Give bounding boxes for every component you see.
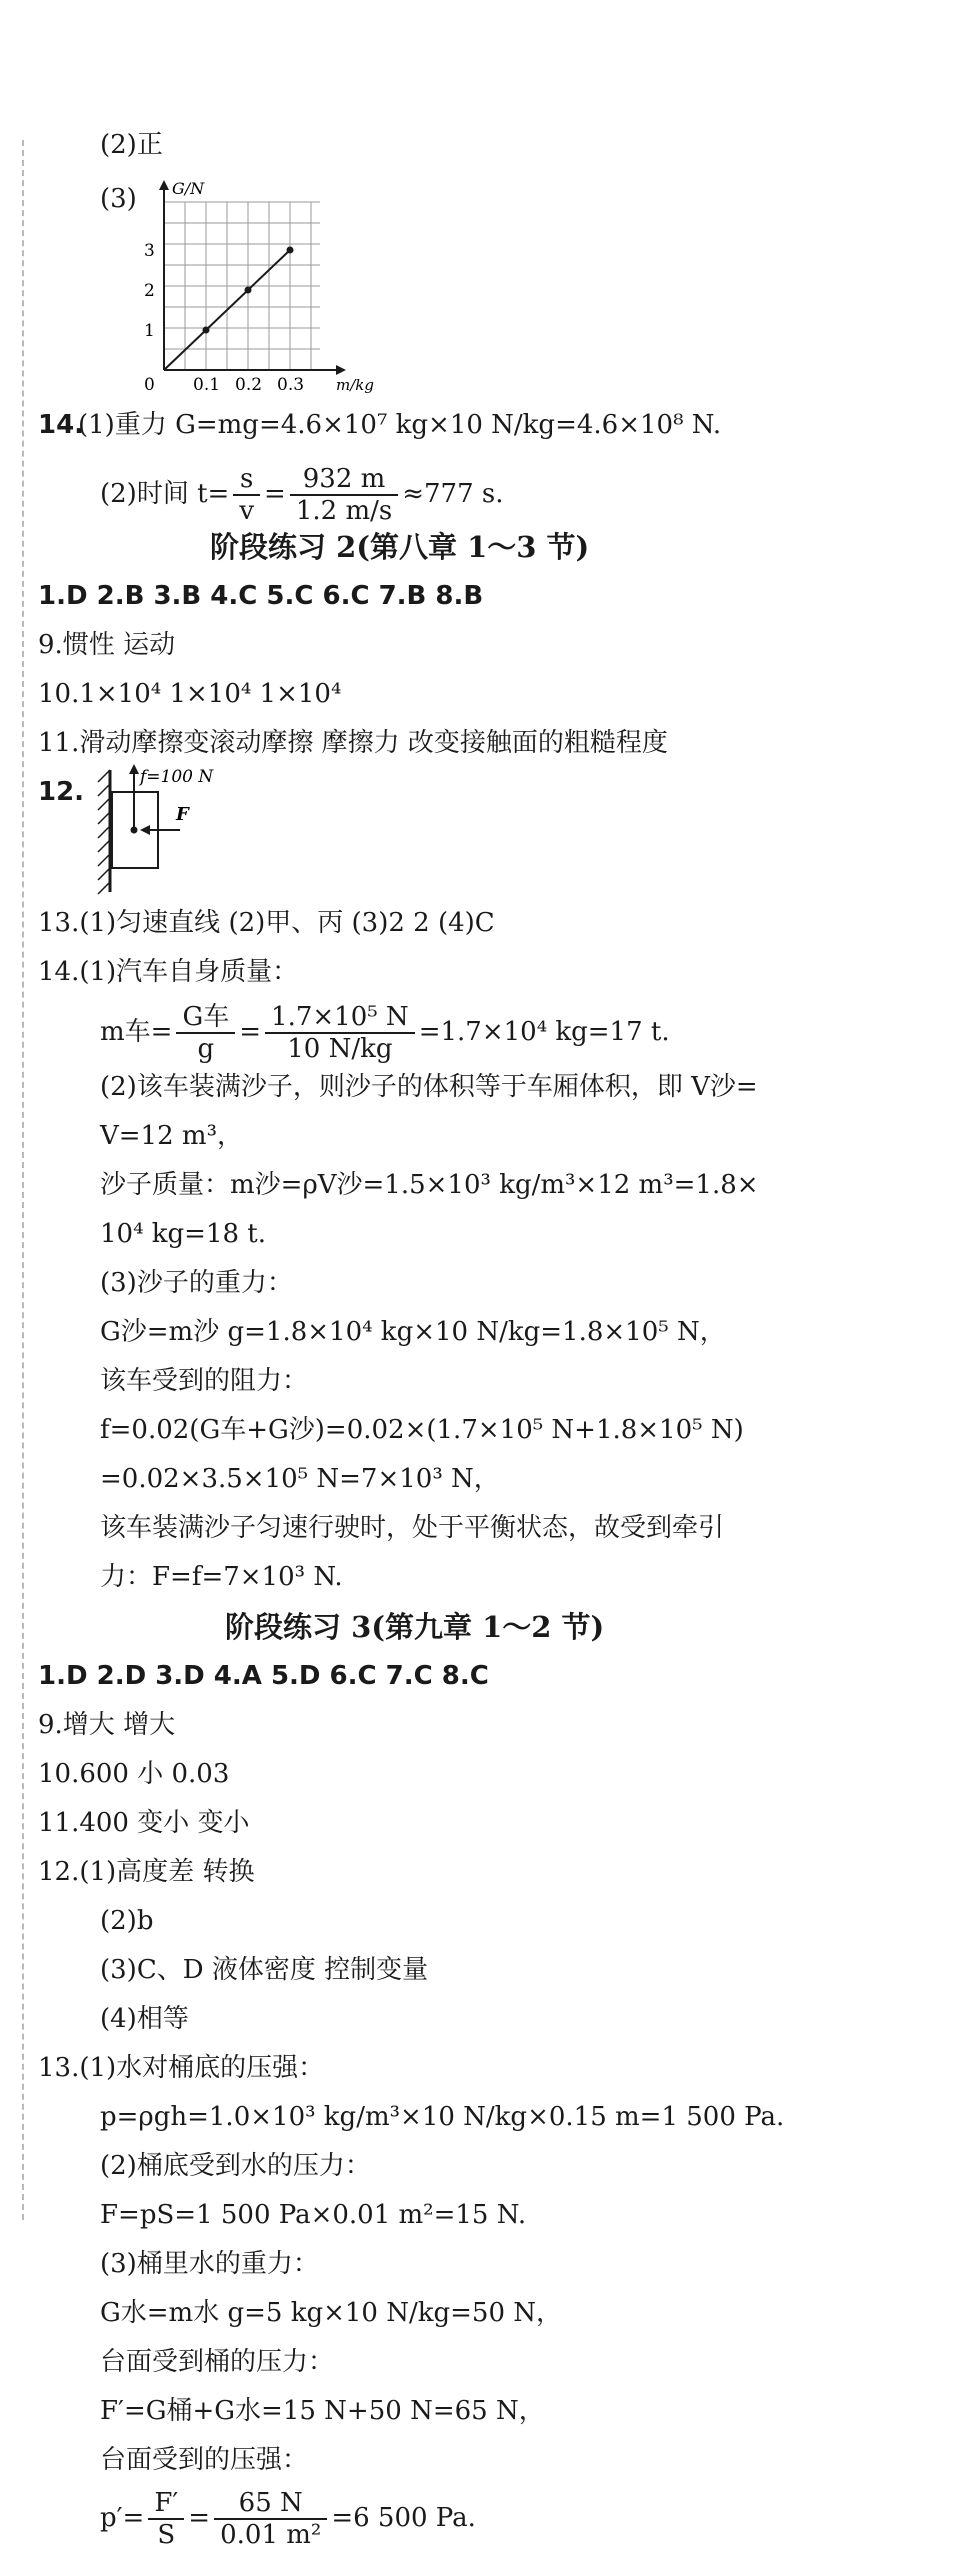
fraction-mass: $\frac{\text{1.7×10⁵ N}}{10 N/kg}$ bbox=[265, 1002, 415, 1064]
x-axis-label: m/kg bbox=[336, 376, 374, 394]
answer-14-line13: 力：F=f=7×10³ N. bbox=[100, 1562, 343, 1592]
answer-3-10: 10.600 小 0.03 bbox=[38, 1759, 230, 1789]
y-tick-label: 1 bbox=[144, 321, 155, 341]
answer-14-line6: 10⁴ kg=18 t. bbox=[100, 1219, 267, 1249]
answer-14-mass-formula: m车= $\frac{\text{G车}}{g}$ = $\frac{\text{1.7×10⁵ N}}{10 N/kg}$ =1.7×10⁴ kg=17 t. bbox=[100, 1002, 670, 1064]
answer-3-13-line6: G水=m水 g=5 kg×10 N/kg=50 N， bbox=[100, 2298, 563, 2328]
x-tick-label: 0.1 bbox=[193, 375, 221, 394]
answer-13: 13.(1)匀速直线 (2)甲、丙 (3)2 2 (4)C bbox=[38, 908, 495, 938]
answer-14-line4: V=12 m³， bbox=[100, 1121, 243, 1151]
answer-3-12-1: 12.(1)高度差 转换 bbox=[38, 1857, 255, 1887]
answer-14-heading: 14.(1)汽车自身质量： bbox=[38, 957, 299, 987]
answer-14-line10: f=0.02(G车+G沙)=0.02×(1.7×10⁵ N+1.8×10⁵ N) bbox=[100, 1415, 744, 1445]
data-point bbox=[245, 287, 252, 294]
answer-14-line9: 该车受到的阻力： bbox=[100, 1366, 309, 1396]
fraction-pressure: $\frac{65 N}{\text{0.01 m²}}$ bbox=[214, 2488, 327, 2550]
wall-hatching bbox=[98, 770, 110, 894]
force-label: F bbox=[176, 804, 189, 825]
answers-3-1-8: 1.D 2.D 3.D 4.A 5.D 6.C 7.C 8.C bbox=[38, 1661, 489, 1691]
answer-14-line11: =0.02×3.5×10⁵ N=7×10³ N， bbox=[100, 1464, 500, 1494]
x-tick-label: 0.3 bbox=[277, 375, 305, 394]
answers-1-8: 1.D 2.B 3.B 4.C 5.C 6.C 7.B 8.B bbox=[38, 581, 484, 611]
y-axis-arrow bbox=[159, 180, 169, 190]
friction-label: f=100 N bbox=[140, 767, 214, 787]
section-heading-3: 阶段练习 3(第九章 1～2 节) bbox=[225, 1610, 605, 1644]
answer-3-13-line9: 台面受到的压强： bbox=[100, 2445, 309, 2475]
answer-14-line8: G沙=m沙 g=1.8×10⁴ kg×10 N/kg=1.8×10⁵ N， bbox=[100, 1317, 726, 1347]
answer-13-3-label: (3) bbox=[100, 184, 137, 214]
answer-3-12-4: (4)相等 bbox=[100, 2004, 189, 2034]
answer-3-13-pressure-formula: p′= $\frac{F'}{S}$ = $\frac{65 N}{\text{0.01 m²}}$ =6 500 Pa. bbox=[100, 2488, 476, 2550]
data-point bbox=[287, 247, 294, 254]
x-tick-label: 0 bbox=[144, 375, 155, 394]
fraction-s-v: $\frac{s}{v}$ bbox=[233, 464, 260, 526]
q14-line2-pre: (2)时间 t= bbox=[100, 479, 230, 509]
y-tick-label: 3 bbox=[144, 241, 155, 261]
margin-dashed-line bbox=[22, 140, 24, 2220]
answer-3-12-3: (3)C、D 液体密度 控制变量 bbox=[100, 1955, 429, 1985]
answer-3-13-line5: (3)桶里水的重力： bbox=[100, 2249, 319, 2279]
y-axis-label: G/N bbox=[172, 179, 205, 198]
answer-3-11: 11.400 变小 变小 bbox=[38, 1808, 250, 1838]
answer-13-2: (2)正 bbox=[100, 130, 163, 160]
g-m-graph bbox=[140, 172, 390, 394]
x-tick-label: 0.2 bbox=[235, 375, 263, 394]
answer-3-13-line8: F′=G桶+G水=15 N+50 N=65 N， bbox=[100, 2396, 545, 2426]
answer-3-13-1: 13.(1)水对桶底的压强： bbox=[38, 2053, 325, 2083]
answer-10: 10.1×10⁴ 1×10⁴ 1×10⁴ bbox=[38, 679, 342, 709]
answer-14-line3: (2)该车装满沙子，则沙子的体积等于车厢体积，即 V沙= bbox=[100, 1072, 758, 1102]
answer-14-line7: (3)沙子的重力： bbox=[100, 1268, 293, 1298]
force-diagram bbox=[96, 760, 246, 900]
fraction-g-car: $\frac{\text{G车}}{g}$ bbox=[176, 1002, 235, 1064]
answer-14-line5: 沙子质量：m沙=ρV沙=1.5×10³ kg/m³×12 m³=1.8× bbox=[100, 1170, 759, 1200]
answer-3-9: 9.增大 增大 bbox=[38, 1710, 176, 1740]
answer-3-13-line3: (2)桶底受到水的压力： bbox=[100, 2151, 371, 2181]
answer-3-13-line4: F=pS=1 500 Pa×0.01 m²=15 N. bbox=[100, 2200, 527, 2230]
answer-3-13-line7: 台面受到桶的压力： bbox=[100, 2347, 335, 2377]
fraction-F-S: $\frac{F'}{S}$ bbox=[148, 2488, 184, 2550]
section-heading-2: 阶段练习 2(第八章 1～3 节) bbox=[210, 530, 590, 564]
q14-line2: (2)时间 t= $\frac{s}{v}$ = $\frac{932 m}{1.2 m/s}$ ≈777 s. bbox=[100, 464, 504, 526]
answer-14-line12: 该车装满沙子匀速行驶时，处于平衡状态，故受到牵引 bbox=[100, 1513, 725, 1543]
q14-number: 14. bbox=[38, 410, 85, 440]
answer-3-13-line2: p=ρgh=1.0×10³ kg/m³×10 N/kg×0.15 m=1 500 Pa. bbox=[100, 2102, 785, 2132]
answer-9: 9.惯性 运动 bbox=[38, 630, 176, 660]
answer-11: 11.滑动摩擦变滚动摩擦 摩擦力 改变接触面的粗糙程度 bbox=[38, 728, 668, 758]
x-axis-arrow bbox=[336, 365, 346, 375]
data-point bbox=[203, 327, 210, 334]
fraction-time: $\frac{932 m}{1.2 m/s}$ bbox=[290, 464, 398, 526]
answer-12-number: 12. bbox=[38, 777, 85, 807]
y-tick-label: 2 bbox=[144, 281, 155, 301]
q14-line1: (1)重力 G=mg=4.6×10⁷ kg×10 N/kg=4.6×10⁸ N. bbox=[78, 410, 722, 440]
answer-3-12-2: (2)b bbox=[100, 1906, 154, 1936]
